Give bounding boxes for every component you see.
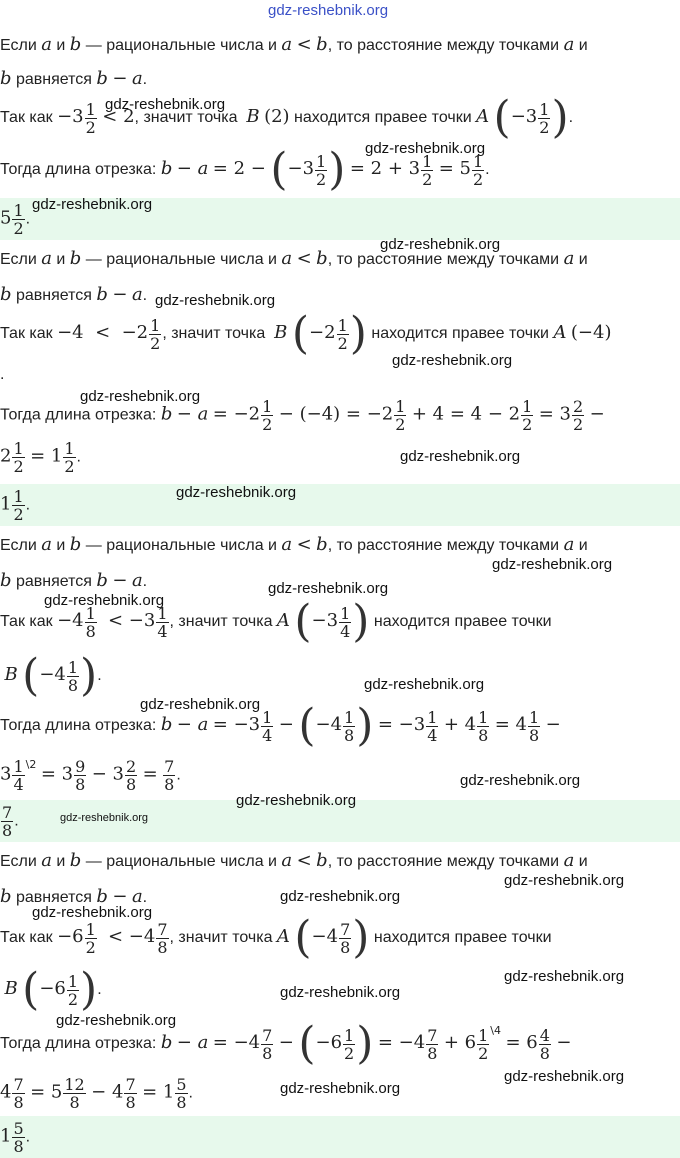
length-line-2: 4 $\frac{7}{8}$ = 5 $\frac{12}{8}$ − 4 $\frac{7}{8}$ = 1 $\frac{5}{8}$ . <box>0 1075 193 1112</box>
length-line: Тогда длина отрезка: b − a = −4 $\frac{7}{8}$ − (−6 $\frac{1}{2}$ ) = −4 $\frac{7}{8}$ + 6 $\frac{1}{2}$ $^{\backslash 4}$ = 6 $\frac{4}{8}$ − <box>0 1018 572 1069</box>
length-line: Тогда длина отрезка: b − a = −3 $\frac{1}{4}$ − (−4 $\frac{1}{8}$ ) = −3 $\frac{1}{4}$ + 4 $\frac{1}{8}$ = 4 $\frac{1}{8}$ − <box>0 700 561 751</box>
comparison-line-2: B (−6 $\frac{1}{2}$ ). <box>4 964 102 1015</box>
length-line-2: 2 $\frac{1}{2}$ = 1 $\frac{1}{2}$ . <box>0 439 81 476</box>
watermark: gdz-reshebnik.org <box>365 140 486 157</box>
intro-line: Если a и b — рациональные числа и a < b, то расстояние между точками a и <box>0 850 588 871</box>
watermark: gdz-reshebnik.org <box>280 888 401 905</box>
comparison-line-2: B (−4 $\frac{1}{8}$ ). <box>4 650 102 701</box>
intro-line: Если a и b — рациональные числа и a < b, то расстояние между точками a и <box>0 248 588 269</box>
watermark: gdz-reshebnik.org <box>492 556 613 573</box>
watermark: gdz-reshebnik.org <box>176 484 297 501</box>
length-line: Тогда длина отрезка: b − a = 2 − (−3 $\frac{1}{2}$ ) = 2 + 3 $\frac{1}{2}$ = 5 $\frac{1}{2}$ . <box>0 144 490 195</box>
comparison-line: Так как −4 < −2 $\frac{1}{2}$ , значит точка B (−2 $\frac{1}{2}$ ) находится правее точки A (−4) <box>0 308 612 359</box>
answer-value: $\frac{7}{8}$ . <box>2 803 19 840</box>
answer-box <box>0 484 680 526</box>
answer-value: 1 $\frac{1}{2}$ . <box>0 487 31 524</box>
watermark: gdz-reshebnik.org <box>236 792 357 809</box>
watermark: gdz-reshebnik.org <box>32 904 153 921</box>
watermark: gdz-reshebnik.org <box>504 968 625 985</box>
intro-line-2: b равняется b − a. <box>0 886 148 907</box>
watermark: gdz-reshebnik.org <box>56 1012 177 1029</box>
intro-line-2: b равняется b − a. <box>0 570 148 591</box>
watermark: gdz-reshebnik.org <box>280 984 401 1001</box>
intro-line: Если a и b — рациональные числа и a < b, то расстояние между точками a и <box>0 534 588 555</box>
comparison-line: Так как −6 $\frac{1}{2}$ < −4 $\frac{7}{8}$ , значит точка A (−4 $\frac{7}{8}$ ) находится правее точки <box>0 912 552 963</box>
watermark: gdz-reshebnik.org <box>280 1080 401 1097</box>
watermark: gdz-reshebnik.org <box>32 196 153 213</box>
length-line: Тогда длина отрезка: b − a = −2 $\frac{1}{2}$ − (−4) = −2 $\frac{1}{2}$ + 4 = 4 − 2 $\frac{1}{2}$ = 3 $\frac{2}{2}$ − <box>0 397 605 434</box>
intro-line-2: b равняется b − a. <box>0 68 148 89</box>
watermark: gdz-reshebnik.org <box>364 676 485 693</box>
watermark: gdz-reshebnik.org <box>44 592 165 609</box>
answer-value: 5 $\frac{1}{2}$ . <box>0 201 31 238</box>
site-watermark: gdz-reshebnik.org <box>268 2 389 19</box>
length-line-2: 3 $\frac{1}{4}$ $^{\backslash 2}$ = 3 $\frac{9}{8}$ − 3 $\frac{2}{8}$ = $\frac{7}{8}$ . <box>0 757 181 794</box>
watermark: gdz-reshebnik.org <box>80 388 201 405</box>
watermark: gdz-reshebnik.org <box>392 352 513 369</box>
period: . <box>0 366 5 383</box>
comparison-line: Так как −4 $\frac{1}{8}$ < −3 $\frac{1}{4}$ , значит точка A (−3 $\frac{1}{4}$ ) находится правее точки <box>0 596 552 647</box>
watermark: gdz-reshebnik.org <box>504 872 625 889</box>
watermark: gdz-reshebnik.org <box>140 696 261 713</box>
watermark: gdz-reshebnik.org <box>155 292 276 309</box>
answer-box <box>0 1116 680 1158</box>
intro-line-2: b равняется b − a. <box>0 284 148 305</box>
intro-line: Если a и b — рациональные числа и a < b, то расстояние между точками a и <box>0 34 588 55</box>
watermark: gdz-reshebnik.org <box>400 448 521 465</box>
answer-value: 1 $\frac{5}{8}$ . <box>0 1119 31 1156</box>
watermark: gdz-reshebnik.org <box>460 772 581 789</box>
watermark: gdz-reshebnik.org <box>504 1068 625 1085</box>
watermark: gdz-reshebnik.org <box>60 812 149 824</box>
comparison-line: Так как −3 $\frac{1}{2}$ < 2, значит точка B (2) находится правее точки A (−3 $\frac{1}{2}$ ). <box>0 92 574 143</box>
watermark: gdz-reshebnik.org <box>380 236 501 253</box>
watermark: gdz-reshebnik.org <box>268 580 389 597</box>
watermark: gdz-reshebnik.org <box>105 96 226 113</box>
